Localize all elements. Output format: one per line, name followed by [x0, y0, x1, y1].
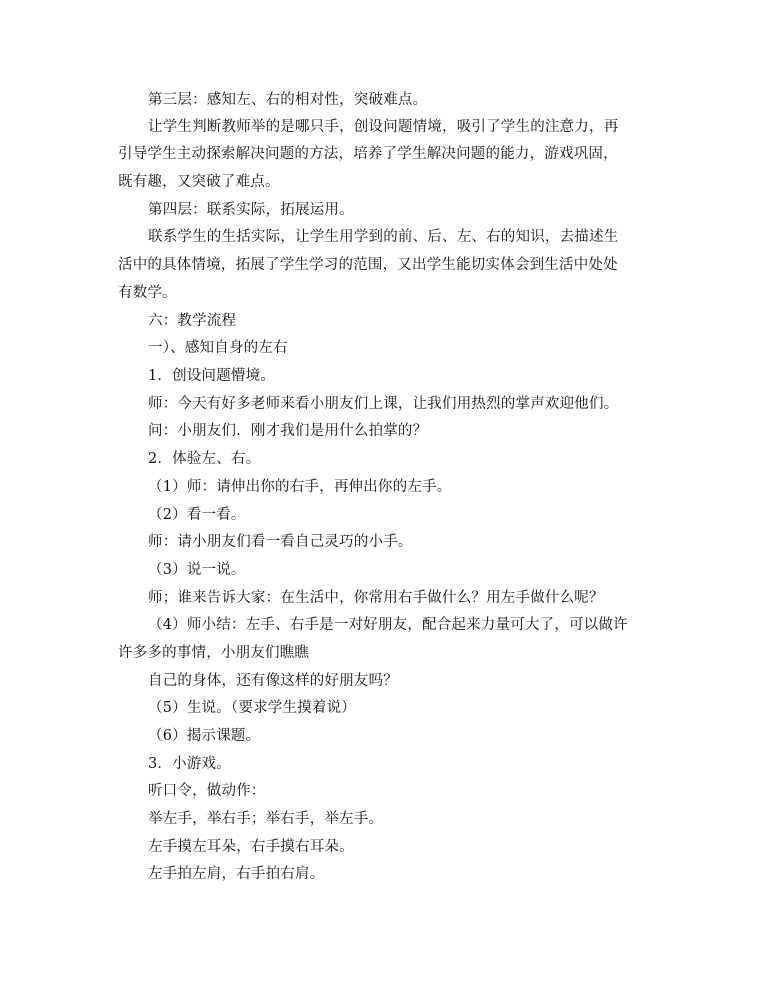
paragraph-line: 自己的身体，还有像这样的好朋友吗？: [148, 673, 398, 689]
dialogue-line: 师：请小朋友们看一看自己灵巧的小手。: [148, 534, 413, 550]
paragraph-line-level-four-heading: 第四层：联系实际，拓展运用。: [148, 202, 354, 218]
paragraph-line: 许多多的事情，小朋友们瞧瞧: [118, 645, 310, 661]
paragraph-line: 活中的具体情境，拓展了学生学习的范围，又出学生能切实体会到生活中处处: [118, 257, 618, 273]
dialogue-line: 问：小朋友们．刚才我们是用什么拍掌的？: [148, 423, 428, 439]
numbered-item: 2．体验左、右。: [148, 451, 261, 467]
game-command-line: 举左手，举右手；举右手，举左手。: [148, 811, 384, 827]
sub-item: （4）师小结：左手、右手是一对好朋友，配合起来力量可大了，可以做许: [148, 617, 628, 633]
instruction-line: 听口令，做动作：: [148, 783, 266, 799]
numbered-item: 3．小游戏。: [148, 756, 231, 772]
paragraph-line: 既有趣，又突破了难点。: [118, 174, 280, 190]
sub-item: （5）生说。（要求学生摸着说）: [148, 700, 356, 716]
dialogue-line: 师；谁来告诉大家：在生活中，你常用右手做什么？用左手做什么呢？: [148, 590, 604, 606]
paragraph-line: 让学生判断教师举的是哪只手，创设问题情境，吸引了学生的注意力，再: [148, 119, 619, 135]
sub-item: （2）看一看。: [148, 507, 246, 523]
dialogue-line: 师：今天有好多老师来看小朋友们上课，让我们用热烈的掌声欢迎他们。: [148, 396, 619, 412]
numbered-item: 1．创设问题懵境。: [148, 368, 276, 384]
sub-item: （6）揭示课题。: [148, 728, 261, 744]
sub-item: （3）说一说。: [148, 562, 246, 578]
paragraph-line: 有数学。: [118, 285, 177, 301]
paragraph-line-level-three-heading: 第三层：感知左、右的相对性，突破难点。: [148, 92, 428, 108]
section-heading-teaching-process: 六：教学流程: [148, 313, 237, 329]
paragraph-line: 引导学生主动探索解决问题的方法，培养了学生解决问题的能力，游戏巩固，: [118, 146, 618, 162]
game-command-line: 左手拍左肩，右手拍右肩。: [148, 866, 325, 882]
game-command-line: 左手摸左耳朵，右手摸右耳朵。: [148, 839, 354, 855]
paragraph-line: 联系学生的生括实际，让学生用学到的前、后、左、右的知识，去描述生: [148, 229, 619, 245]
sub-item: （1）师：请伸出你的右手，再伸出你的左手。: [148, 479, 452, 495]
subsection-heading: 一）、感知自身的左右: [148, 340, 288, 356]
